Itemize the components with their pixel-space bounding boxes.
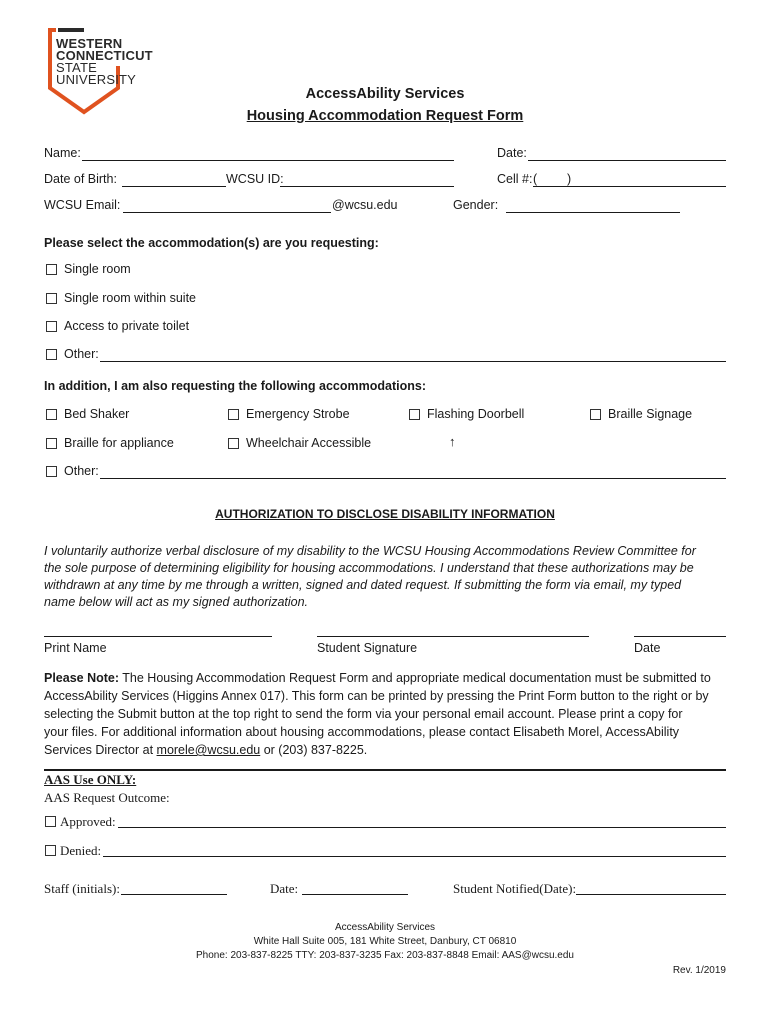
note-line-1-text: The Housing Accommodation Request Form and appropriate medical documentation must be submitted to [119,671,711,685]
additional-other-label: Other: [64,464,99,478]
dob-label: Date of Birth: [44,172,117,186]
additional-heading: In addition, I am also requesting the following accommodations: [44,379,426,393]
staff-initials-label: Staff (initials): [44,881,120,896]
wheelchair-label: Wheelchair Accessible [246,436,372,450]
aas-divider [44,769,726,771]
gender-label: Gender: [453,198,499,212]
revision-label: Rev. 1/2019 [672,965,726,976]
authorization-line-3: withdrawn at any time by me through a written, signed and dated request. If submitting the form via email, my typed [44,578,682,592]
braille-appliance-label: Braille for appliance [64,436,174,450]
staff-initials-field[interactable] [121,894,227,895]
wcsu-logo [56,38,153,86]
email-label: WCSU Email: [44,198,121,212]
emergency-strobe-label: Emergency Strobe [246,407,350,421]
aas-date-label: Date: [270,881,299,896]
cell-field[interactable] [533,186,726,187]
logo-line-1: WESTERN [56,36,123,51]
braille-signage-label: Braille Signage [608,407,693,421]
emergency-strobe-checkbox[interactable] [228,409,239,420]
approved-field[interactable] [118,827,726,828]
bed-shaker-checkbox[interactable] [46,409,57,420]
accommodation-other-checkbox[interactable] [46,349,57,360]
print-name-field[interactable] [44,636,272,637]
footer-address: White Hall Suite 005, 181 White Street, Danbury, CT 06810 [253,936,517,947]
flashing-doorbell-label: Flashing Doorbell [427,407,525,421]
logo-line-3: STATE [56,60,97,75]
dob-field[interactable] [122,186,226,187]
denied-field[interactable] [103,856,726,857]
aas-heading: AAS Use ONLY: [44,772,137,787]
braille-signage-checkbox[interactable] [590,409,601,420]
note-line-5-prefix: Services Director at [44,743,157,757]
aas-date-field[interactable] [302,894,408,895]
authorization-line-1: I voluntarily authorize verbal disclosure of my disability to the WCSU Housing Accommodations Review Committee for [44,544,696,558]
bed-shaker-label: Bed Shaker [64,407,130,421]
email-suffix: @wcsu.edu [332,198,398,212]
date-label: Date: [497,146,527,160]
denied-checkbox[interactable] [45,845,56,856]
note-line-3: selecting the Submit button at the top right to send the form via your personal email account. Please print a copy for [44,707,683,721]
note-line-5-suffix: or (203) 837-8225. [260,743,368,757]
authorization-line-4: name below will act as my signed authorization. [44,595,309,609]
gender-field[interactable] [506,212,680,213]
cursor-arrow-icon: ↑ [449,434,456,449]
wcsu-id-label: WCSU ID: [226,172,284,186]
single-room-suite-checkbox[interactable] [46,293,57,304]
accommodation-other-field[interactable] [100,361,726,362]
single-room-label: Single room [64,262,131,276]
accommodation-heading: Please select the accommodation(s) are you requesting: [44,236,379,250]
aas-outcome-label: AAS Request Outcome: [44,790,170,805]
authorization-line-2: the sole purpose of determining eligibility for housing accommodations. I understand that these authorizations may be [44,561,694,575]
denied-label: Denied: [60,843,102,858]
private-toilet-checkbox[interactable] [46,321,57,332]
flashing-doorbell-checkbox[interactable] [409,409,420,420]
signature-date-field[interactable] [634,636,726,637]
additional-other-checkbox[interactable] [46,466,57,477]
footer-line-1: AccessAbility Services [334,922,436,933]
braille-appliance-checkbox[interactable] [46,438,57,449]
student-notified-label: Student Notified(Date): [453,881,577,896]
form-subtitle: Housing Accommodation Request Form [246,108,524,124]
footer-contact: Phone: 203-837-8225 TTY: 203-837-3235 Fax: 203-837-8848 Email: AAS@wcsu.edu [196,950,574,961]
name-field[interactable] [82,160,454,161]
private-toilet-label: Access to private toilet [64,319,190,333]
date-field[interactable] [528,160,726,161]
approved-label: Approved: [60,814,116,829]
wcsu-id-field[interactable] [280,186,454,187]
cell-label: Cell #: [497,172,533,186]
email-field[interactable] [123,212,331,213]
form-title: AccessAbility Services [305,86,465,102]
note-line-5 [44,743,367,757]
print-name-label: Print Name [44,641,107,655]
student-signature-field[interactable] [317,636,589,637]
note-line-1 [44,671,711,685]
cell-paren-close: ) [567,172,572,186]
note-lead: Please Note: [44,671,120,685]
single-room-checkbox[interactable] [46,264,57,275]
single-room-suite-label: Single room within suite [64,291,197,305]
accommodation-other-label: Other: [64,347,99,361]
cell-paren-open: ( [533,172,538,186]
logo-line-4: UNIVERSITY [56,72,137,87]
approved-checkbox[interactable] [45,816,56,827]
signature-date-label: Date [634,641,661,655]
note-line-2: AccessAbility Services (Higgins Annex 017). This form can be printed by pressing the Print Form button to the right or by [44,689,709,703]
wheelchair-checkbox[interactable] [228,438,239,449]
student-signature-label: Student Signature [317,641,418,655]
authorization-heading: AUTHORIZATION TO DISCLOSE DISABILITY INFORMATION [215,507,555,521]
note-line-4: your files. For additional information about housing accommodations, please contact Elisabeth Morel, AccessAbility [44,725,680,739]
logo-line-2: CONNECTICUT [56,48,153,63]
name-label: Name: [44,146,81,160]
student-notified-field[interactable] [576,894,726,895]
additional-other-field[interactable] [100,478,726,479]
director-email-link[interactable]: morele@wcsu.edu [156,743,261,757]
